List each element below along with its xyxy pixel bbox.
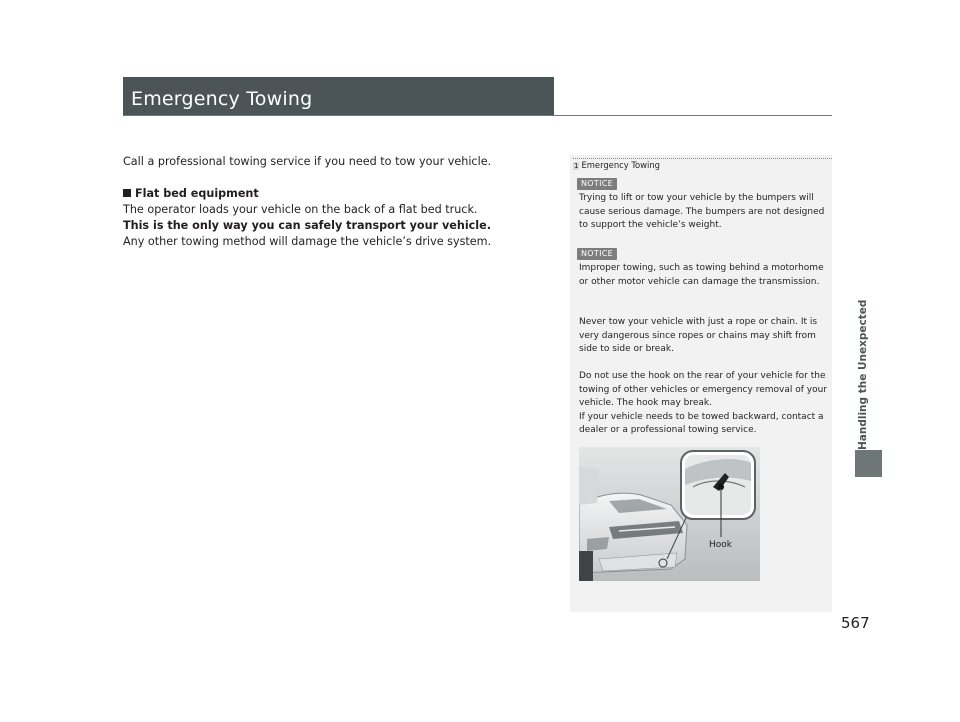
reference-number: 1 [574,162,579,170]
chapter-label-text: Handling the Unexpected [857,299,869,450]
page-title: Emergency Towing [131,88,313,110]
body-line-1: The operator loads your vehicle on the back of a flat bed truck. [123,203,478,216]
rope-warning [579,316,829,357]
side-heading [573,158,832,170]
body-line-2-emphasis: This is the only way you can safely transport your vehicle. [123,219,491,232]
hook-callout-label: Hook [709,540,732,550]
notice-badge-2: NOTICE [577,248,617,260]
page-number: 567 [841,614,870,632]
notice-text-2-body: Improper towing, such as towing behind a motorhome or other motor vehicle can damage the transmission. [579,263,824,287]
tow-hook-illustration [579,447,760,581]
title-divider [123,115,832,116]
hook-warning-text: Do not use the hook on the rear of your vehicle for the towing of other vehicles or emergency removal of your vehicle. The hook may break. [579,371,827,408]
side-heading-text: Emergency Towing [581,160,660,170]
chapter-label [857,300,877,450]
hook-warning [579,370,829,438]
backward-tow-text: If your vehicle needs to be towed backward, contact a dealer or a professional towing service. [579,411,824,435]
car-rear-drawing [579,447,760,581]
notice-text-1-body: Trying to lift or tow your vehicle by the bumpers will cause serious damage. The bumpers are not designed to support the vehicle’s weight. [579,193,825,230]
section-heading [123,186,553,202]
notice-text-2 [579,262,829,289]
notice-text-1 [579,192,829,233]
body-line-3: Any other towing method will damage the vehicle’s drive system. [123,235,492,248]
notice-badge-1: NOTICE [577,178,617,190]
square-bullet-icon [123,189,131,197]
section-title: Flat bed equipment [135,187,259,200]
intro-text: Call a professional towing service if you need to tow your vehicle. [123,155,492,168]
rope-warning-text: Never tow your vehicle with just a rope or chain. It is very dangerous since ropes or chains may shift from side to side or break. [579,317,818,354]
main-content [123,154,553,250]
chapter-tab [855,450,882,477]
